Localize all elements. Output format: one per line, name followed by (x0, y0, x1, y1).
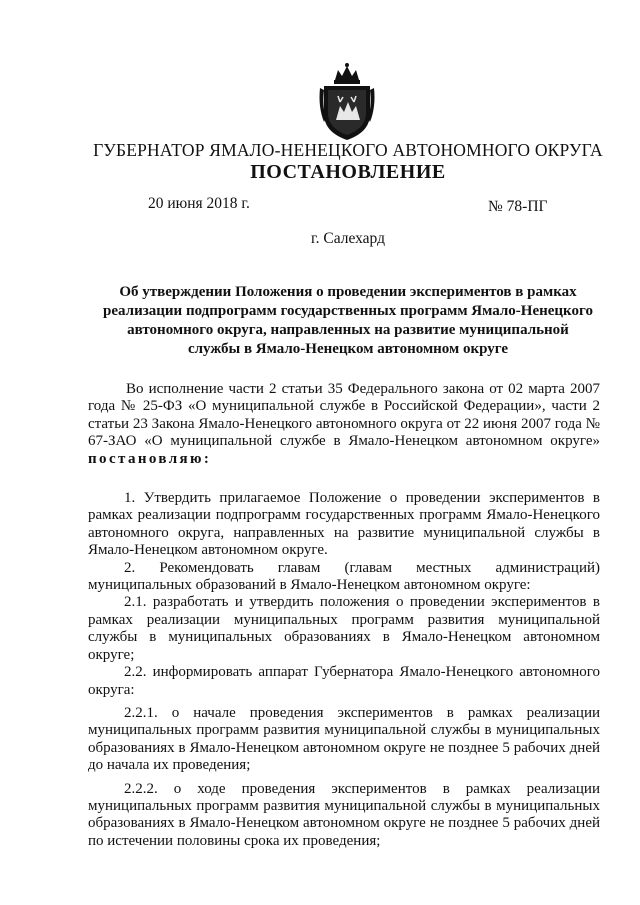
preamble-paragraph (88, 381, 600, 468)
paragraph-2: 2. Рекомендовать главам (главам местных администраций) муниципальных образований в Ямало-Ненецком автономном округе: (88, 559, 600, 594)
document-body (88, 381, 600, 850)
document-date: 20 июня 2018 г. (148, 195, 250, 212)
preamble-text: Во исполнение части 2 статьи 35 Федерального закона от 02 марта 2007 года № 25-ФЗ «О муниципальной службе в Российской Федерации», части 2 статьи 23 Закона Ямало-Ненецкого автономного округа от 22 июня 2007 года № 67-ЗАО «О муниципальной службе в Ямало-Ненецком автономном округе» (88, 381, 600, 450)
paragraph-2-2-1: 2.2.1. о начале проведения экспериментов в рамках реализации муниципальных программ развития муниципальной службы в муниципальных образованиях в Ямало-Ненецком автономном округе не позднее 5 рабочих дней до начала их проведения; (88, 704, 600, 774)
paragraph-2-1: 2.1. разработать и утвердить положения о проведении экспериментов в рамках реализации муниципальных программ развития муниципальной службы в муниципальных образованиях в Ямало-Ненецком автономном округе; (88, 594, 600, 663)
issuer-title: ГУБЕРНАТОР ЯМАЛО-НЕНЕЦКОГО АВТОНОМНОГО ОКРУГА (93, 140, 603, 160)
document-city: г. Салехард (311, 230, 385, 247)
document-type: ПОСТАНОВЛЕНИЕ (250, 161, 446, 183)
paragraph-1: 1. Утвердить прилагаемое Положение о проведении экспериментов в рамках реализации подпрограмм государственных программ Ямало-Ненецкого автономного округа, направленных на развитие муниципальной службы в Ямало-Ненецком автономном округе. (88, 490, 600, 559)
paragraph-2-2-2: 2.2.2. о ходе проведения экспериментов в рамках реализации муниципальных программ развития муниципальной службы в муниципальных образованиях в Ямало-Ненецком автономном округе не позднее 5 рабочих дней по истечении половины срока их проведения; (88, 780, 600, 849)
coat-of-arms-icon (318, 62, 376, 142)
document-number: № 78-ПГ (488, 198, 548, 215)
paragraph-2-2: 2.2. информировать аппарат Губернатора Ямало-Ненецкого автономного округа: (88, 664, 600, 698)
document-heading: Об утверждении Положения о проведении экспериментов в рамках реализации подпрограмм государственных программ Ямало-Ненецкого автономного округа, направленных на развитие муниципальной службы в Ямало-Ненецком автономном округе (103, 284, 593, 357)
resolve-word: постановляю: (88, 450, 212, 467)
